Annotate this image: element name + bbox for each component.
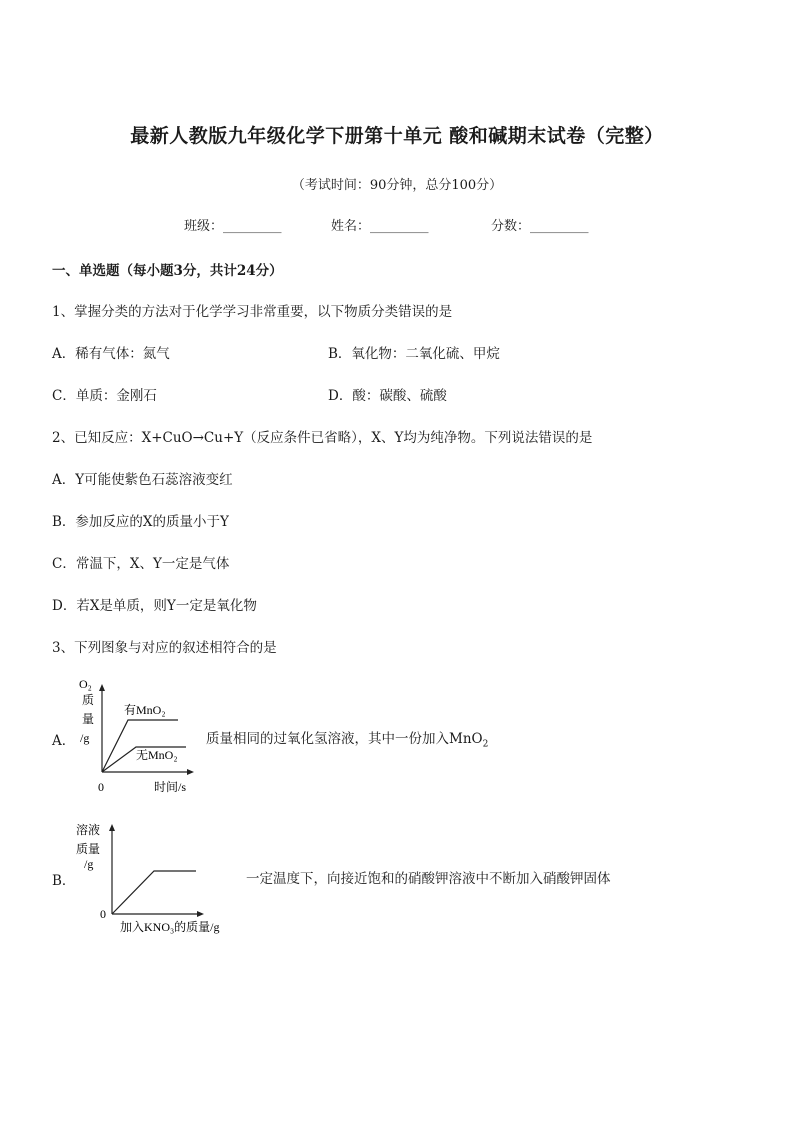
question-3-option-a-desc	[206, 727, 488, 750]
question-2-option-d: D．若X是单质，则Y一定是氧化物	[52, 598, 257, 614]
graph-a-curve1-label: 有MnO₂	[124, 703, 166, 717]
question-2-option-c: C．常温下，X、Y一定是气体	[52, 556, 230, 572]
section-heading: 一、单选题（每小题3分，共计24分）	[52, 263, 283, 279]
question-2-stem: 2、已知反应：X+CuO→Cu+Y（反应条件已省略），X、Y均为纯净物。下列说法错误的是	[52, 430, 593, 446]
question-1-option-c: C．单质：金刚石	[52, 388, 157, 404]
graph-a-xlabel: 时间/s	[154, 780, 187, 794]
graph-a-y-arrow	[99, 684, 105, 691]
graph-a-ylabel-2: 质	[82, 693, 95, 707]
graph-b-x-arrow	[197, 911, 204, 917]
graph-b-ylabel-3: /g	[84, 857, 94, 871]
graph-b-xlabel: 加入KNO₃的质量/g	[120, 920, 220, 934]
name-label: 姓名：	[331, 219, 371, 234]
class-label: 班级：	[184, 219, 224, 234]
question-3-option-b-label: B．	[52, 873, 76, 889]
question-3-graph-a	[70, 672, 210, 800]
score-blank: _________	[530, 219, 589, 234]
graph-a-curve2-label: 无MnO₂	[136, 748, 178, 762]
exam-title: 最新人教版九年级化学下册第十单元 酸和碱期末试卷（完整）	[130, 125, 664, 147]
question-1-option-a: A．稀有气体：氮气	[52, 346, 170, 362]
graph-b-y-arrow	[109, 824, 115, 831]
exam-subtitle: （考试时间：90分钟，总分100分）	[291, 178, 503, 193]
graph-a-ylabel-1: O₂	[79, 677, 92, 691]
question-3-stem: 3、下列图象与对应的叙述相符合的是	[52, 640, 277, 656]
graph-b-curve	[112, 871, 196, 914]
graph-a-origin: 0	[98, 780, 104, 794]
name-field	[331, 215, 429, 234]
graph-a-x-arrow	[187, 769, 194, 775]
question-1-option-d: D．酸：碳酸、硫酸	[328, 388, 447, 404]
question-1-stem: 1、掌握分类的方法对于化学学习非常重要，以下物质分类错误的是	[52, 304, 453, 320]
graph-b-origin: 0	[100, 907, 106, 921]
option-a-desc-subscript: 2	[482, 739, 489, 750]
score-label: 分数：	[491, 219, 531, 234]
graph-b-ylabel-1: 溶液	[76, 823, 101, 837]
graph-b-ylabel-2: 质量	[76, 842, 101, 856]
question-2-option-b: B．参加反应的X的质量小于Y	[52, 514, 229, 530]
score-field	[491, 215, 589, 234]
name-blank: _________	[370, 219, 429, 234]
question-1-option-b: B．氧化物：二氧化硫、甲烷	[328, 346, 500, 362]
question-3-graph-b	[72, 818, 252, 938]
class-blank: _________	[223, 219, 282, 234]
graph-a-ylabel-4: /g	[80, 731, 90, 745]
graph-a-ylabel-3: 量	[82, 712, 95, 726]
class-field	[184, 215, 282, 234]
option-a-desc-text: 质量相同的过氧化氢溶液，其中一份加入MnO	[206, 731, 483, 747]
question-2-option-a: A．Y可能使紫色石蕊溶液变红	[52, 472, 233, 488]
question-3-option-b-desc: 一定温度下，向接近饱和的硝酸钾溶液中不断加入硝酸钾固体	[246, 871, 611, 887]
question-3-option-a-label: A．	[52, 733, 76, 749]
